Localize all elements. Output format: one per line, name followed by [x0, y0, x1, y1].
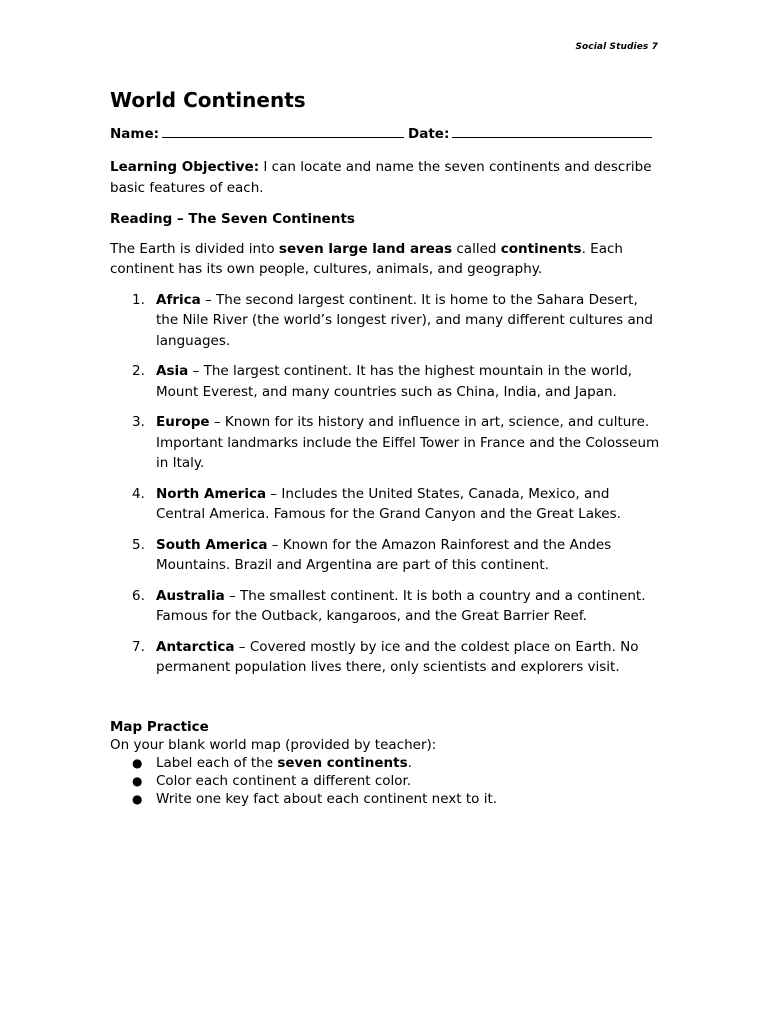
continent-name: Africa [156, 291, 201, 308]
list-item-europe [110, 412, 660, 474]
task-text: Label each of the [156, 754, 278, 771]
continent-name: Antarctica [156, 638, 235, 655]
list-item-task [110, 772, 660, 790]
continent-description: – The second largest continent. It is home to the Sahara Desert, the Nile River (the world’s longest river), and many different cultures and languages. [156, 291, 653, 349]
intro-bold-1: seven large land areas [278, 240, 453, 257]
objective-text: I can locate and name the seven continents and describe basic features of each. [110, 159, 652, 196]
objective-label: Learning Objective: [110, 159, 260, 175]
map-task-list [110, 754, 660, 808]
task-text-after: . [407, 754, 412, 771]
continent-description: – The largest continent. It has the highest mountain in the world, Mount Everest, and many countries such as China, India, and Japan. [156, 363, 633, 400]
item-number: 3. [132, 414, 145, 430]
continent-name: Europe [156, 414, 210, 430]
date-label: Date: [408, 126, 450, 142]
bullet-dot-icon: ● [132, 755, 143, 770]
intro-paragraph [110, 239, 660, 280]
continent-name: North America [156, 485, 267, 502]
learning-objective [110, 157, 660, 198]
continent-description: – Known for the Amazon Rainforest and the Andes Mountains. Brazil and Argentina are part of this continent. [156, 536, 612, 573]
list-item-south-america [110, 535, 660, 576]
map-practice-section [110, 718, 660, 808]
item-number: 1. [132, 291, 145, 308]
continent-description: – Includes the United States, Canada, Mexico, and Central America. Famous for the Grand Canyon and the Great Lakes. [156, 485, 621, 522]
task-text: Color each continent a different color. [156, 772, 412, 789]
list-item-africa [110, 290, 660, 352]
bullet-dot-icon: ● [132, 791, 143, 806]
name-blank-line [162, 125, 404, 138]
reading-heading: Reading – The Seven Continents [110, 211, 355, 227]
worksheet-content [110, 86, 660, 808]
item-number: 6. [132, 587, 145, 604]
continent-name: Asia [156, 363, 189, 379]
map-practice-heading: Map Practice [110, 718, 209, 735]
date-blank-line [452, 125, 652, 138]
continent-description: – Known for its history and influence in art, science, and culture. Important landmarks include the Eiffel Tower in France and the Colosseum in Italy. [156, 414, 660, 471]
intro-text-1: The Earth is divided into [110, 240, 279, 257]
intro-text-3: . Each continent has its own people, cultures, animals, and geography. [110, 240, 623, 277]
list-item-antarctica [110, 637, 660, 678]
item-number: 4. [132, 485, 145, 502]
continent-description: – The smallest continent. It is both a country and a continent. Famous for the Outback, kangaroos, and the Great Barrier Reef. [156, 587, 646, 624]
list-item-australia [110, 586, 660, 627]
page-title: World Continents [110, 88, 306, 112]
continent-name: Australia [156, 587, 225, 604]
name-label: Name: [110, 126, 160, 142]
list-item-north-america [110, 484, 660, 525]
list-item-task [110, 754, 660, 772]
list-item-asia [110, 361, 660, 402]
task-bold: seven continents [277, 754, 408, 771]
item-number: 2. [132, 363, 145, 379]
item-number: 5. [132, 536, 145, 553]
map-practice-intro: On your blank world map (provided by teacher): [110, 736, 437, 753]
item-number: 7. [132, 638, 145, 655]
task-text: Write one key fact about each continent next to it. [156, 790, 498, 807]
continent-list [110, 290, 660, 678]
course-label: Social Studies 7 [575, 42, 658, 52]
intro-bold-2: continents [500, 240, 582, 257]
name-date-line [110, 125, 660, 143]
list-item-task [110, 790, 660, 808]
intro-text-2: called [452, 240, 501, 257]
continent-name: South America [156, 536, 268, 553]
continent-description: – Covered mostly by ice and the coldest place on Earth. No permanent population lives there, only scientists and explorers visit. [156, 638, 639, 675]
bullet-dot-icon: ● [132, 773, 143, 788]
